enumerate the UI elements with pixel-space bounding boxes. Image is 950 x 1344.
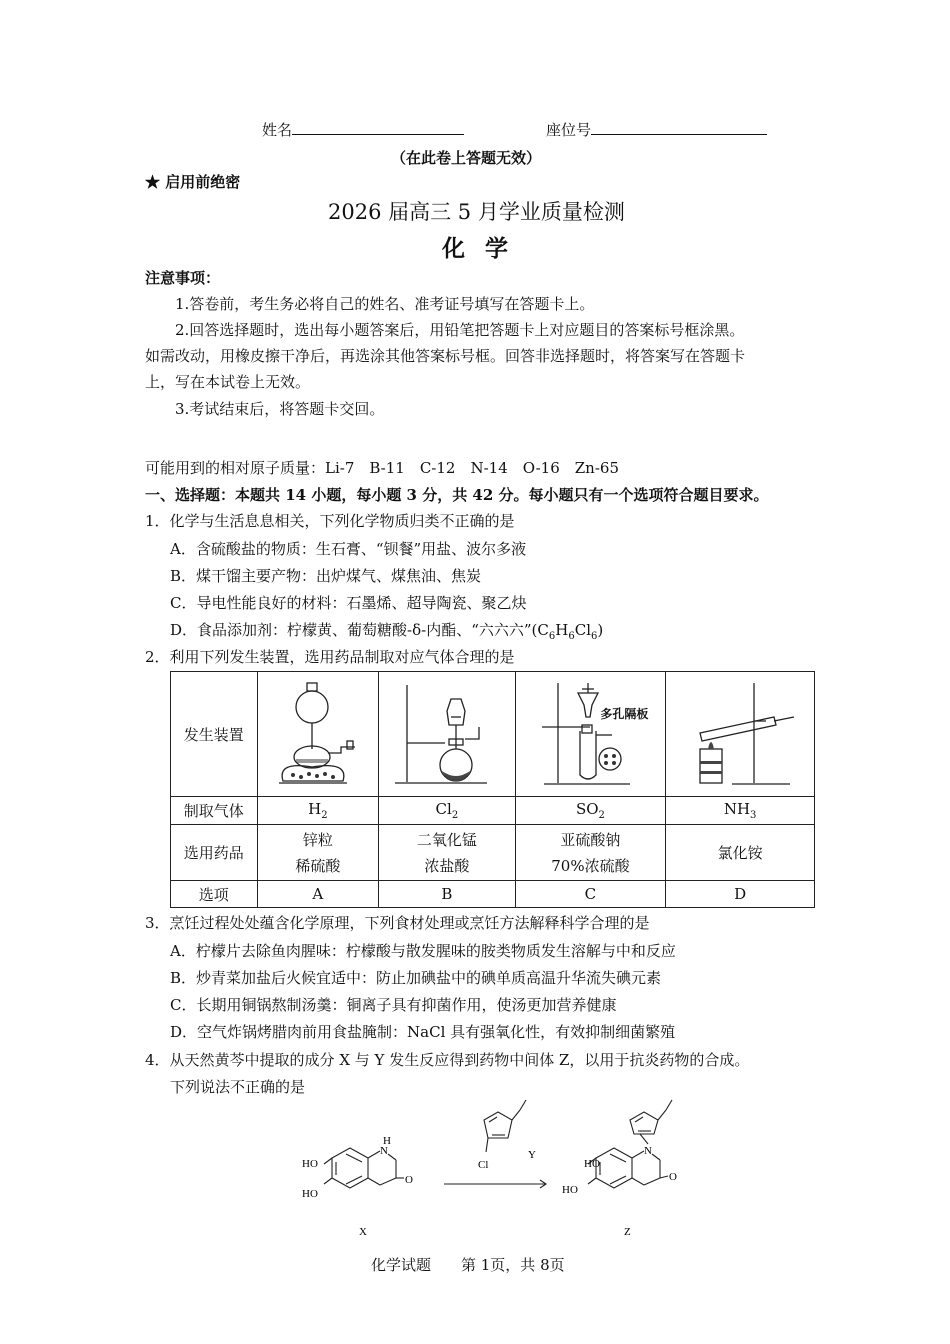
z-n-label: N <box>644 1145 652 1157</box>
q3-option-b[interactable]: B．炒青菜加盐后火候宜适中：防止加碘盐中的碘单质高温升华流失碘元素 <box>170 969 662 987</box>
q4-stem-1: 4．从天然黄芩中提取的成分 X 与 Y 发生反应得到药物中间体 Z，以用于抗炎药物的合成。 <box>145 1051 750 1069</box>
device-heated-tube <box>666 672 815 797</box>
heated-test-tube-icon <box>670 677 810 792</box>
section-1-heading: 一、选择题：本题共 14 小题，每小题 3 分，共 42 分。每小题只有一个选项符合题目要求。 <box>145 486 769 504</box>
note-1: 1.答卷前，考生务必将自己的姓名、准考证号填写在答题卡上。 <box>175 295 595 313</box>
q3-option-a[interactable]: A．柠檬片去除鱼肉腥味：柠檬酸与散发腥味的胺类物质发生溶解与中和反应 <box>170 942 676 960</box>
label-y: Y <box>528 1149 536 1161</box>
notes-title: 注意事项： <box>145 269 221 287</box>
reagent-a: 锌粒 稀硫酸 <box>257 825 379 881</box>
note-2c: 上，写在本试卷上无效。 <box>145 373 311 391</box>
label-z: Z <box>624 1226 631 1238</box>
secret-mark: ★ 启用前绝密 <box>145 173 241 191</box>
y-cl-label: Cl <box>478 1159 489 1171</box>
label-x: X <box>359 1226 367 1238</box>
z-ho-2: HO <box>562 1184 578 1196</box>
row-label-gas: 制取气体 <box>171 797 258 825</box>
name-label: 姓名 <box>262 121 293 139</box>
gas-c: $SO_2$ <box>515 797 666 825</box>
x-ho-2: HO <box>302 1188 318 1200</box>
seat-blank[interactable] <box>591 118 767 135</box>
x-ho-1: HO <box>302 1158 318 1170</box>
gas-b: $Cl_2$ <box>379 797 515 825</box>
reaction-arrow <box>444 1180 546 1188</box>
row-label-device: 发生装置 <box>171 672 258 797</box>
z-ho-1: HO <box>584 1158 600 1170</box>
row-label-reagent: 选用药品 <box>171 825 258 881</box>
reagent-b: 二氧化锰 浓盐酸 <box>379 825 515 881</box>
kipp-apparatus-icon <box>263 677 373 792</box>
reagent-c: 亚硫酸钠 70%浓硫酸 <box>515 825 666 881</box>
note-3: 3.考试结束后，将答题卡交回。 <box>175 400 385 418</box>
note-2a: 2.回答选择题时，选出每小题答案后，用铅笔把答题卡上对应题目的答案标号框涂黑。 <box>175 321 745 339</box>
z-o-label: O <box>669 1171 677 1183</box>
porous-plate-label: 多孔隔板 <box>600 706 649 721</box>
note-2b: 如需改动，用橡皮擦干净后，再选涂其他答案标号框。回答非选择题时，将答案写在答题卡 <box>145 347 746 365</box>
atomic-masses: 可能用到的相对原子质量：Li-7 B-11 C-12 N-14 O-16 Zn-65 <box>145 459 619 477</box>
apparatus-table <box>170 671 815 908</box>
device-tube-porous <box>515 672 666 797</box>
invalid-note: （在此卷上答题无效） <box>391 149 542 167</box>
gas-a: $H_2$ <box>257 797 379 825</box>
option-a[interactable]: A <box>257 881 379 908</box>
name-blank[interactable] <box>292 118 464 135</box>
q1-stem: 1．化学与生活息息相关，下列化学物质归类不正确的是 <box>145 512 515 530</box>
reaction-scheme <box>0 1098 950 1258</box>
device-kipp <box>257 672 379 797</box>
page-footer: 化学试题 第 1页，共 8页 <box>371 1256 565 1274</box>
q1-option-c[interactable]: C．导电性能良好的材料：石墨烯、超导陶瓷、聚乙炔 <box>170 594 527 612</box>
x-h-label: H <box>383 1135 391 1147</box>
q1-option-a[interactable]: A．含硫酸盐的物质：生石膏、“钡餐”用盐、波尔多液 <box>170 540 527 558</box>
q1-option-b[interactable]: B．煤干馏主要产物：出炉煤气、煤焦油、焦炭 <box>170 567 482 585</box>
option-c[interactable]: C <box>515 881 666 908</box>
x-n-label: N <box>380 1145 388 1157</box>
reagent-d: 氯化铵 <box>666 825 815 881</box>
seat-field <box>546 118 767 140</box>
tube-with-porous-plate-icon <box>520 677 660 792</box>
exam-title: 2026 届高三 5 月学业质量检测 <box>328 200 625 224</box>
option-d[interactable]: D <box>666 881 815 908</box>
q1-option-d[interactable]: D．食品添加剂：柠檬黄、葡萄糖酸-δ-内酯、“六六六$”(C_6H_6Cl_6)$ <box>170 621 604 642</box>
flask-with-funnel-icon <box>387 677 507 792</box>
row-label-option: 选项 <box>171 881 258 908</box>
seat-label: 座位号 <box>546 121 592 139</box>
molecule-x <box>324 1148 404 1188</box>
q3-stem: 3．烹饪过程处处蕴含化学原理，下列食材处理或烹饪方法解释科学合理的是 <box>145 914 650 932</box>
subject-title: 化 学 <box>442 235 515 262</box>
q3-option-c[interactable]: C．长期用铜锅熬制汤羹：铜离子具有抑菌作用，使汤更加营养健康 <box>170 996 617 1014</box>
gas-d: $NH_3$ <box>666 797 815 825</box>
q3-option-d[interactable]: D．空气炸锅烤腊肉前用食盐腌制：NaCl 具有强氧化性，有效抑制细菌繁殖 <box>170 1023 676 1041</box>
q4-stem-2: 下列说法不正确的是 <box>170 1078 306 1096</box>
q2-stem: 2．利用下列发生装置，选用药品制取对应气体合理的是 <box>145 648 515 666</box>
device-flask-funnel <box>379 672 515 797</box>
x-o-label: O <box>405 1174 413 1186</box>
name-field <box>262 118 464 140</box>
option-b[interactable]: B <box>379 881 515 908</box>
molecule-y <box>484 1100 526 1152</box>
molecule-z <box>588 1100 672 1188</box>
